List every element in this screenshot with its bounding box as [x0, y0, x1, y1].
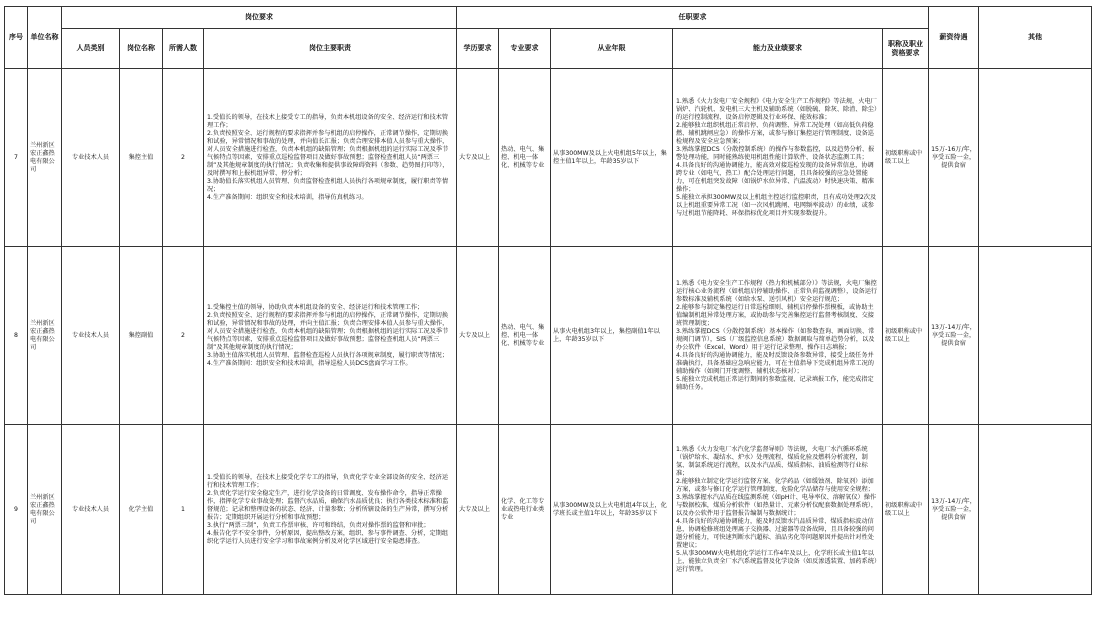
- row-salary: 13万-14万/年，享受五险一金，提供食宿: [929, 425, 979, 595]
- recruitment-table-sheet: [4, 6, 1091, 595]
- row-title-qualification: 初级职称或中级工以上: [883, 425, 929, 595]
- duty-line: 2.负责按照安全、运行规程的要求指挥并参与机组的启停操作，正常调节操作，定期切换和试验，异常情况和事故的处理，并向主值汇报；负责合理安排本值人员参与重大操作，对人员安全措施进行检查，负责本机组的缺陷管理；负责根据机组的运行实际工况及季节气候特点等因素，安排重点巡检监督项目及做好事故预想；监督检查机组人员“两票三制”及其他规章制度的执行情况；: [207, 311, 449, 351]
- ability-line: 3.熟练掌握水汽品质在线监测系统（如pH计、电导率仪、溶解氧仪）操作与数据校准，煤质分析软件（如热量计、元素分析仪配套数据处理系统），以及办公软件用于监督报告编制与数据统计；: [676, 493, 878, 517]
- header-post-name: 岗位名称: [120, 29, 163, 69]
- row-education: 大专及以上: [457, 425, 499, 595]
- header-row-2: [5, 29, 1092, 69]
- row-unit: 兰州新区宏正鑫热电有限公司: [28, 69, 62, 247]
- duty-line: 4.生产准备期间：组织安全和技术培训，指导巡检人员DCS盘面学习工作。: [207, 359, 412, 367]
- duty-line: 2.负责化学运行安全稳定生产，进行化学设备的日常调度、发布操作命令，指导正常操作，指挥化学专业事故处理；监督汽水品质，确保汽水品质优良；执行各类技术标准和监督规范；记录和整理设备的状态、经济、计量参数；分析所辖设备的生产异常，撰写分析报告；定期组织开展运行分析和事故预想；: [207, 489, 449, 521]
- header-experience: 从业年限: [551, 29, 673, 69]
- row-title-qualification: 初级职称或中级工以上: [883, 247, 929, 425]
- ability-line: 5.能独立承担300MW及以上机组主控运行监控职责，且有成功处理2次及以上机组重要异常工况（如一次风机跳闸、电网频率波动）的业绩，或参与过机组节能降耗、环保指标优化项目并实现参数提升。: [676, 193, 877, 217]
- row-index: 9: [5, 425, 28, 595]
- duty-line: 3.协助值长落实机组人员管理、负责监督检查机组人员执行各项规章制度，履行职责等情况；: [207, 177, 449, 193]
- header-major: 专业要求: [499, 29, 551, 69]
- duty-line: 2.负责按照安全、运行规程的要求指挥并参与机组的启停操作，正常调节操作，定期切换和试验，异常情况和事故的处理，并向值长汇报；负责合理安排本值人员参与重大操作，对人员安全措施进行检查，负责本机组的缺陷管理；负责根据机组的运行实际工况及季节气候特点等因素，安排重点巡检监督项目及做好事故预想；监督检查机组人员“两票三制”及其他规章制度的执行情况；负责收集和提供事故障碍资料（参数、趋势图打印等），及时撰写和上报机组异常、停分析；: [207, 129, 449, 177]
- ability-line: 1.熟悉《火力发电厂水汽化学监督导则》等法规，火电厂水汽循环系统（锅炉给水、凝结水、炉水）处理流程，煤质化验及燃料分析流程，制氢、制氯系统运行流程，以及水汽品质、煤质指标、油质检测等行业标准；: [676, 445, 868, 477]
- table-row: [5, 425, 1092, 595]
- duty-line: 3.执行“两票三制”，负责工作票审核、许可和终结，负责对操作票的监督和审批；: [207, 521, 430, 529]
- header-salary: 薪资待遇: [929, 7, 979, 69]
- header-staff-type: 人员类别: [62, 29, 120, 69]
- row-index: 7: [5, 69, 28, 247]
- duty-line: 4.生产准备期间：组织安全和技术培训，指导仿真机练习。: [207, 193, 368, 201]
- row-duties: [204, 247, 457, 425]
- header-index: 序号: [5, 7, 28, 69]
- table-row: [5, 247, 1092, 425]
- duty-line: 1.受值长的领导，在技术上接受化学专工的指导，负责化学专业全部设备的安全、经济运行和技术管理工作；: [207, 473, 449, 489]
- row-staff-type: 专业技术人员: [62, 425, 120, 595]
- row-other: [979, 425, 1092, 595]
- row-other: [979, 69, 1092, 247]
- row-post-name: 集控副值: [120, 247, 163, 425]
- header-main-duties: 岗位主要职责: [204, 29, 457, 69]
- header-row-1: [5, 7, 1092, 29]
- row-experience: 从事300MW及以上火电机组5年以上，集控主值1年以上，年龄35岁以下: [551, 69, 673, 247]
- row-other: [979, 247, 1092, 425]
- row-staff-type: 专业技术人员: [62, 69, 120, 247]
- row-major: 化学、化工等专业或热电行业类专业: [499, 425, 551, 595]
- row-ability: [673, 69, 883, 247]
- row-education: 大专及以上: [457, 247, 499, 425]
- duty-line: 3.协助主值落实机组人员管理、监督检查巡检人员执行各项规章制度，履行职责等情况；: [207, 351, 449, 359]
- row-post-name: 集控主值: [120, 69, 163, 247]
- ability-line: 4.具备良好的沟通协调能力，能高效对接巡检发现的设备异常信息，协调跨专业（如电气、热工）配合处理运行问题，且具备较强的应急处置能力，可在机组突发故障（如锅炉水位异常、汽温波动）时快速决策、精准操作；: [676, 161, 874, 193]
- duty-line: 1.受值长的领导，在技术上接受专工的指导，负责本机组设备的安全、经济运行和技术管理工作；: [207, 113, 449, 129]
- ability-line: 1.熟悉《火力发电厂安全规程》《电力安全生产工作规程》等法规，火电厂锅炉、汽轮机、发电机三大主机及辅助系统（如脱硫、除灰、除渣、除尘）的运行控制流程、设备启停逻辑及行业环保、能效标准；: [676, 97, 878, 121]
- header-ability: 能力及业绩要求: [673, 29, 883, 69]
- row-index: 8: [5, 247, 28, 425]
- header-title-qualification: 职称及职业资格要求: [883, 29, 929, 69]
- duty-line: 4.报告化学不安全事件，分析原因，提出整改方案，组织、参与事件调查、分析，定期组织化学运行人员进行安全学习和事故案例分析及对化学区域进行安全隐患排查。: [207, 529, 449, 545]
- ability-line: 2.能够独立制定化学运行监督方案、化学药品（如缓蚀剂、除氧剂）添加方案，或参与修订化学运行管理制度、危险化学品储存与使用安全规程；: [676, 477, 874, 493]
- ability-line: 4.具备良好的沟通协调能力，能及时反馈设备参数异常，接受上级任务并准确执行，具备基础应急响应能力，可在主值指导下完成机组异常工况的辅助操作（如阀门开度调整、辅机状态核对）；: [676, 351, 874, 375]
- row-post-name: 化学主值: [120, 425, 163, 595]
- row-salary: 15万-16万/年，享受五险一金，提供食宿: [929, 69, 979, 247]
- header-unit: 单位名称: [28, 7, 62, 69]
- duty-line: 1.受集控主值的领导，协助负责本机组设备的安全、经济运行和技术管理工作；: [207, 303, 424, 311]
- row-experience: 从事火电机组3年以上，集控副值1年以上，年龄35岁以下: [551, 247, 673, 425]
- ability-line: 2.能够参与制定集控运行日常巡检细则、辅机启停操作票模板，或协助主值编制机组异常处理方案，或协助参与完善集控运行监督考核制度、交接班管理制度；: [676, 303, 874, 327]
- row-unit: 兰州新区宏正鑫热电有限公司: [28, 425, 62, 595]
- recruitment-table: [4, 6, 1092, 595]
- ability-line: 5.能独立完成机组正常运行期间的参数监视、记录填报工作，能完成指定辅助任务。: [676, 375, 874, 391]
- ability-line: 2.能够独立组织机组正常启停、负荷调整、异常工况处理（如高低负荷稳燃、辅机跳闸应急）的操作方案，或参与修订集控运行管理制度、设备巡检规程及安全应急预案；: [676, 121, 874, 145]
- row-headcount: 1: [163, 425, 204, 595]
- row-salary: 13万-14万/年，享受五险一金，提供食宿: [929, 247, 979, 425]
- row-education: 大专及以上: [457, 69, 499, 247]
- row-headcount: 2: [163, 69, 204, 247]
- header-job-requirements: 任职要求: [457, 7, 929, 29]
- row-major: 热动、电气、集控、机电一体化、机械等专业: [499, 247, 551, 425]
- ability-line: 3.熟练掌握DCS（分散控制系统）的操作与参数监控，以及趋势分析、报警处理功能，同时能熟练使用机组性能计算软件、设备状态监测工具；: [676, 145, 875, 161]
- table-row: [5, 69, 1092, 247]
- ability-line: 3.熟练掌握DCS（分散控制系统）基本操作（如参数查询、画面切换、常规阀门调节），SIS（厂级监控信息系统）数据调取与简单趋势分析，以及办公软件（Excel、Word）用于运行记录整理、操作日志填报；: [676, 327, 875, 351]
- header-other: 其他: [979, 7, 1092, 69]
- header-education: 学历要求: [457, 29, 499, 69]
- row-staff-type: 专业技术人员: [62, 247, 120, 425]
- row-headcount: 2: [163, 247, 204, 425]
- header-post-requirements: 岗位要求: [62, 7, 457, 29]
- row-experience: 从事300MW及以上火电机组4年以上，化学班长或主值1年以上，年龄35岁以下: [551, 425, 673, 595]
- row-duties: [204, 425, 457, 595]
- header-headcount: 所需人数: [163, 29, 204, 69]
- row-unit: 兰州新区宏正鑫热电有限公司: [28, 247, 62, 425]
- row-duties: [204, 69, 457, 247]
- row-ability: [673, 425, 883, 595]
- ability-line: 4.具备良好的沟通协调能力，能及时反馈水汽品质异常、煤质指标波动信息，协调检修班组处理离子交换器、过滤器等设备故障，且具备较强的问题分析能力，可快速判断水汽超标、油品劣化等问题原因并提出针对性处置建议；: [676, 517, 874, 549]
- row-major: 热动、电气、集控、机电一体化、机械等专业: [499, 69, 551, 247]
- row-title-qualification: 初级职称或中级工以上: [883, 69, 929, 247]
- ability-line: 1.熟悉《电力安全生产工作规程（热力和机械部分）》等法规，火电厂集控运行核心业务流程（如机组启停辅助操作、正常负荷监视调整），设备运行参数标准及辅机系统（如给水泵、送引风机）安全运行规范；: [676, 279, 878, 303]
- ability-line: 5.从事300MW火电机组化学运行工作4年及以上，化学班长或主值1年以上，能独立负责全厂水汽系统监督及化学设备（如反渗透装置、加药系统）运行管理。: [676, 549, 878, 573]
- row-ability: [673, 247, 883, 425]
